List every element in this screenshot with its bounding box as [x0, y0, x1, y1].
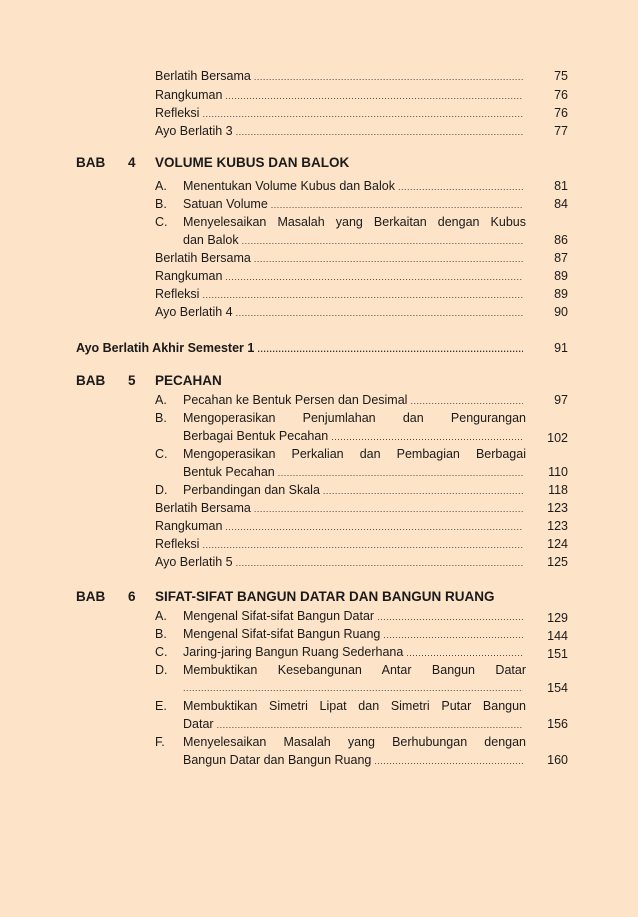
dot-leader [374, 753, 523, 769]
page-number: 154 [547, 681, 568, 695]
page-number: 87 [554, 251, 568, 265]
toc-entry-line2[interactable]: Bangun Datar dan Bangun Ruang ..... [183, 752, 526, 769]
page-number: 77 [554, 124, 568, 138]
page-number: 84 [554, 197, 568, 211]
toc-entry[interactable]: Refleksi ..... [155, 286, 526, 303]
toc-entry[interactable]: Menentukan Volume Kubus dan Balok ..... [183, 178, 526, 195]
chapter-number: 4 [128, 155, 136, 170]
dot-leader [398, 179, 523, 195]
page-number: 91 [554, 341, 568, 355]
page-number: 89 [554, 287, 568, 301]
toc-entry[interactable]: Mengenal Sifat-sifat Bangun Datar ..... [183, 608, 526, 625]
page-number: 86 [554, 233, 568, 247]
toc-entry[interactable]: Berlatih Bersama ..... [155, 500, 526, 517]
dot-leader [377, 609, 523, 625]
toc-entry[interactable]: Rangkuman ..... [155, 268, 526, 285]
chapter-title[interactable]: PECAHAN [155, 373, 222, 388]
dot-leader [331, 429, 523, 445]
page-number: 89 [554, 269, 568, 283]
semester-review-entry[interactable]: Ayo Berlatih Akhir Semester 1 ..... [76, 340, 526, 357]
page-number: 144 [547, 629, 568, 643]
dot-leader [236, 124, 523, 140]
toc-entry-line1[interactable]: Membuktikan Kesebangunan Antar Bangun Datar [183, 663, 526, 677]
toc-entry[interactable]: Refleksi ..... [155, 105, 526, 122]
dot-leader [257, 341, 523, 357]
dot-leader [271, 197, 523, 213]
item-letter: A. [155, 393, 167, 407]
toc-entry[interactable]: Pecahan ke Bentuk Persen dan Desimal ..... [183, 392, 526, 409]
page-number: 90 [554, 305, 568, 319]
chapter-number: 6 [128, 589, 136, 604]
dot-leader [236, 555, 523, 571]
page-number: 75 [554, 69, 568, 83]
toc-entry-line2[interactable] [183, 680, 526, 696]
toc-entry[interactable]: Berlatih Bersama ..... [155, 68, 526, 85]
chapter-number: 5 [128, 373, 136, 388]
page-number: 110 [548, 465, 568, 479]
page-number: 118 [548, 483, 568, 497]
toc-entry[interactable]: Perbandingan dan Skala ..... [183, 482, 526, 499]
toc-entry[interactable]: Berlatih Bersama ..... [155, 250, 526, 267]
dot-leader [242, 233, 523, 249]
dot-leader [254, 251, 523, 267]
page-number: 129 [547, 611, 568, 625]
toc-entry-line2[interactable]: Berbagai Bentuk Pecahan ..... [183, 428, 526, 445]
toc-entry[interactable]: Ayo Berlatih 4 ..... [155, 304, 526, 321]
page-number: 102 [547, 431, 568, 445]
toc-entry[interactable]: Mengenal Sifat-sifat Bangun Ruang ..... [183, 626, 526, 643]
dot-leader [225, 88, 523, 104]
page-number: 124 [547, 537, 568, 551]
toc-entry[interactable]: Satuan Volume ..... [183, 196, 526, 213]
chapter-label: BAB [76, 589, 106, 604]
page-number: 123 [547, 501, 568, 515]
item-letter: A. [155, 609, 167, 623]
dot-leader [202, 537, 523, 553]
item-letter: D. [155, 663, 168, 677]
page-number: 123 [547, 519, 568, 533]
chapter-label: BAB [76, 155, 106, 170]
item-letter: A. [155, 179, 167, 193]
toc-entry[interactable]: Ayo Berlatih 5 ..... [155, 554, 526, 571]
toc-entry-line1[interactable]: Menyelesaikan Masalah yang Berkaitan dengan Kubus [183, 215, 526, 229]
dot-leader [278, 465, 523, 481]
toc-entry[interactable]: Refleksi ..... [155, 536, 526, 553]
dot-leader [254, 69, 523, 85]
page-number: 156 [547, 717, 568, 731]
chapter-title[interactable]: SIFAT-SIFAT BANGUN DATAR DAN BANGUN RUANG [155, 589, 495, 604]
page-number: 81 [554, 179, 568, 193]
dot-leader [236, 305, 523, 321]
page-number: 160 [547, 753, 568, 767]
item-letter: E. [155, 699, 167, 713]
toc-entry[interactable]: Rangkuman ..... [155, 518, 526, 535]
dot-leader [323, 483, 523, 499]
dot-leader [202, 106, 523, 122]
toc-entry[interactable]: Jaring-jaring Bangun Ruang Sederhana ..... [183, 644, 526, 661]
item-letter: C. [155, 645, 168, 659]
dot-leader [225, 519, 523, 535]
item-letter: D. [155, 483, 168, 497]
toc-entry-line1[interactable]: Menyelesaikan Masalah yang Berhubungan dengan [183, 735, 526, 749]
item-letter: B. [155, 197, 167, 211]
dot-leader [225, 269, 523, 285]
dot-leader [410, 393, 523, 409]
toc-entry[interactable]: Ayo Berlatih 3 ..... [155, 123, 526, 140]
page-number: 125 [547, 555, 568, 569]
dot-leader [406, 645, 523, 661]
item-letter: C. [155, 215, 168, 229]
toc-entry-line2[interactable]: Bentuk Pecahan ..... [183, 464, 526, 481]
toc-entry-line1[interactable]: Mengoperasikan Penjumlahan dan Pengurangan [183, 411, 526, 425]
page-number: 151 [547, 647, 568, 661]
toc-entry-line2[interactable]: Datar ..... [183, 716, 526, 733]
dot-leader [183, 680, 523, 696]
dot-leader [254, 501, 523, 517]
toc-entry-line2[interactable]: dan Balok ..... [183, 232, 526, 249]
toc-entry-line1[interactable]: Mengoperasikan Perkalian dan Pembagian Berbagai [183, 447, 526, 461]
item-letter: F. [155, 735, 165, 749]
dot-leader [217, 717, 523, 733]
dot-leader [383, 627, 523, 643]
item-letter: B. [155, 411, 167, 425]
page-number: 76 [554, 88, 568, 102]
chapter-label: BAB [76, 373, 106, 388]
dot-leader [202, 287, 523, 303]
item-letter: C. [155, 447, 168, 461]
page-number: 97 [554, 393, 568, 407]
page-number: 76 [554, 106, 568, 120]
toc-entry-line1[interactable]: Membuktikan Simetri Lipat dan Simetri Putar Bangun [183, 699, 526, 713]
toc-entry[interactable]: Rangkuman ..... [155, 87, 526, 104]
chapter-title[interactable]: VOLUME KUBUS DAN BALOK [155, 155, 350, 170]
item-letter: B. [155, 627, 167, 641]
